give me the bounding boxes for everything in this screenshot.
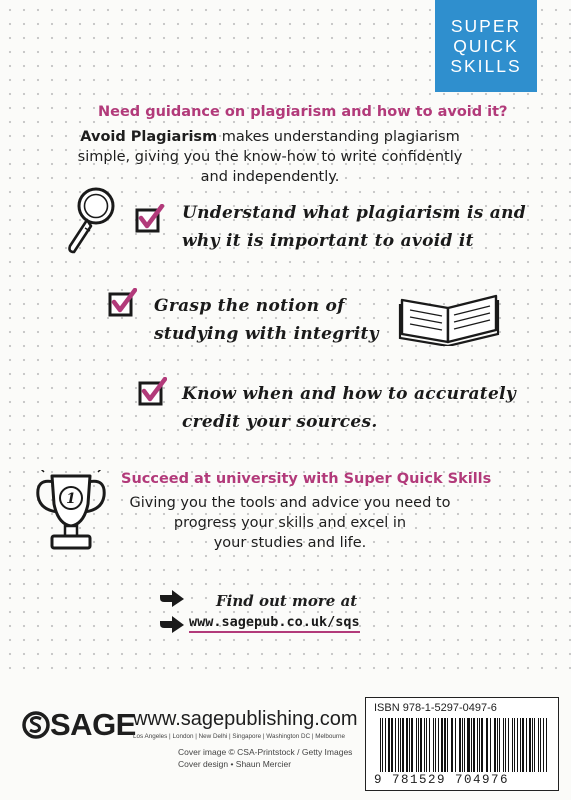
barcode-bar (538, 718, 539, 772)
publisher-website: www.sagepublishing.com (133, 708, 358, 730)
barcode-bar (520, 718, 521, 772)
barcode-bar (494, 718, 496, 772)
series-tab-line-3: SKILLS (450, 56, 522, 76)
barcode-bar (514, 718, 515, 772)
barcode-bar (471, 718, 472, 772)
succeed-line-3: your studies and life. (213, 535, 367, 551)
barcode-bar (441, 718, 443, 772)
barcode-bar (481, 718, 482, 772)
barcode-bar (438, 718, 439, 772)
open-book-icon (398, 290, 502, 346)
barcode-bar (424, 718, 425, 772)
barcode-block (365, 697, 559, 791)
succeed-paragraph (120, 493, 460, 553)
trophy-icon (30, 470, 112, 554)
barcode-bar (400, 718, 401, 772)
point-2-text (154, 292, 379, 348)
intro-line-2: simple, giving you the know-how to write confidently (77, 149, 463, 165)
intro-paragraph (60, 127, 480, 187)
barcode-bar (426, 718, 427, 772)
barcode-bar (398, 718, 399, 772)
barcode-bar (462, 718, 463, 772)
barcode-bar (526, 718, 527, 772)
barcode-bar (497, 718, 498, 772)
trophy-number: 1 (66, 491, 76, 507)
book-title: Avoid Plagiarism (80, 129, 218, 145)
series-tab (435, 0, 537, 92)
checkbox-icon (134, 204, 164, 234)
sage-logo (22, 707, 136, 743)
barcode-bar (529, 718, 530, 772)
point-3-text (182, 380, 516, 436)
barcode-bar (487, 718, 488, 772)
barcode-bar (532, 718, 533, 772)
barcode-bar (420, 718, 421, 772)
barcode-bar (486, 718, 487, 772)
publisher-locations: Los Angeles | London | New Delhi | Singapore | Washington DC | Melbourne (133, 733, 346, 740)
barcode-bar (411, 718, 413, 772)
point-2-line-1: Grasp the notion of (154, 296, 345, 316)
barcode-bar (451, 718, 452, 772)
barcode-bar (534, 718, 535, 772)
barcode-bar (452, 718, 453, 772)
barcode-bar (380, 718, 381, 772)
point-3-line-2: credit your sources. (182, 412, 378, 432)
barcode-bar (402, 718, 403, 772)
barcode-bar (447, 718, 448, 772)
barcode-bar (464, 718, 465, 772)
barcode-bar (459, 718, 460, 772)
barcode-bar (455, 718, 456, 772)
magnifying-glass-icon (60, 184, 118, 256)
barcode-bar (416, 718, 417, 772)
point-3-line-1: Know when and how to accurately (182, 384, 517, 404)
barcode-bar (444, 718, 445, 772)
website-link[interactable]: www.sagepub.co.uk/sqs (189, 614, 360, 633)
barcode-bar (395, 718, 396, 772)
barcode-bar (479, 718, 480, 772)
point-1-line-2: why it is important to avoid it (182, 231, 474, 251)
barcode-bar (522, 718, 524, 772)
point-1-text (182, 199, 526, 255)
barcode-bar (406, 718, 407, 772)
checkbox-icon (137, 377, 167, 407)
barcode-bar (433, 718, 434, 772)
barcode-bar (503, 718, 504, 772)
barcode-bar (517, 718, 518, 772)
succeed-line-1: Giving you the tools and advice you need to (129, 495, 451, 511)
barcode-bar (467, 718, 469, 772)
barcode-bar (429, 718, 430, 772)
intro-line-1: makes understanding plagiarism (217, 129, 460, 145)
intro-line-3: and independently. (200, 169, 340, 185)
barcode-bar (505, 718, 506, 772)
succeed-headline: Succeed at university with Super Quick Skills (121, 471, 492, 487)
sage-wordmark: SAGE (50, 707, 136, 742)
intro-headline: Need guidance on plagiarism and how to avoid it? (98, 104, 508, 120)
barcode-digits: 9 781529 704976 (374, 773, 510, 787)
cover-image-credit: Cover image © CSA-Printstock / Getty Images (178, 747, 353, 757)
barcode-bar (385, 718, 386, 772)
barcode-bar (490, 718, 491, 772)
point-1-line-1: Understand what plagiarism is and (182, 203, 526, 223)
barcode-bar (409, 718, 410, 772)
barcode-bar (391, 718, 393, 772)
sage-emblem-icon (22, 710, 50, 740)
barcode-bar (388, 718, 389, 772)
barcode-bar (508, 718, 509, 772)
checkbox-icon (107, 288, 137, 318)
series-tab-line-2: QUICK (453, 36, 519, 56)
barcode-bar (477, 718, 478, 772)
hand-pointer-icon (158, 587, 186, 609)
barcode-bar (435, 718, 436, 772)
barcode-bar (543, 718, 544, 772)
succeed-line-2: progress your skills and excel in (173, 515, 407, 531)
barcode-bar (473, 718, 474, 772)
barcode-bars (380, 718, 548, 772)
barcode-bar (546, 718, 547, 772)
barcode-bar (512, 718, 513, 772)
barcode-bar (382, 718, 383, 772)
cover-design-credit: Cover design • Shaun Mercier (178, 759, 292, 769)
barcode-bar (499, 718, 500, 772)
series-tab-line-1: SUPER (450, 16, 522, 36)
barcode-bar (418, 718, 419, 772)
barcode-bar (540, 718, 541, 772)
find-out-label: Find out more at (216, 592, 358, 610)
isbn-text: ISBN 978-1-5297-0497-6 (374, 702, 497, 714)
point-2-line-2: studying with integrity (154, 324, 379, 344)
hand-pointer-icon (158, 613, 186, 635)
